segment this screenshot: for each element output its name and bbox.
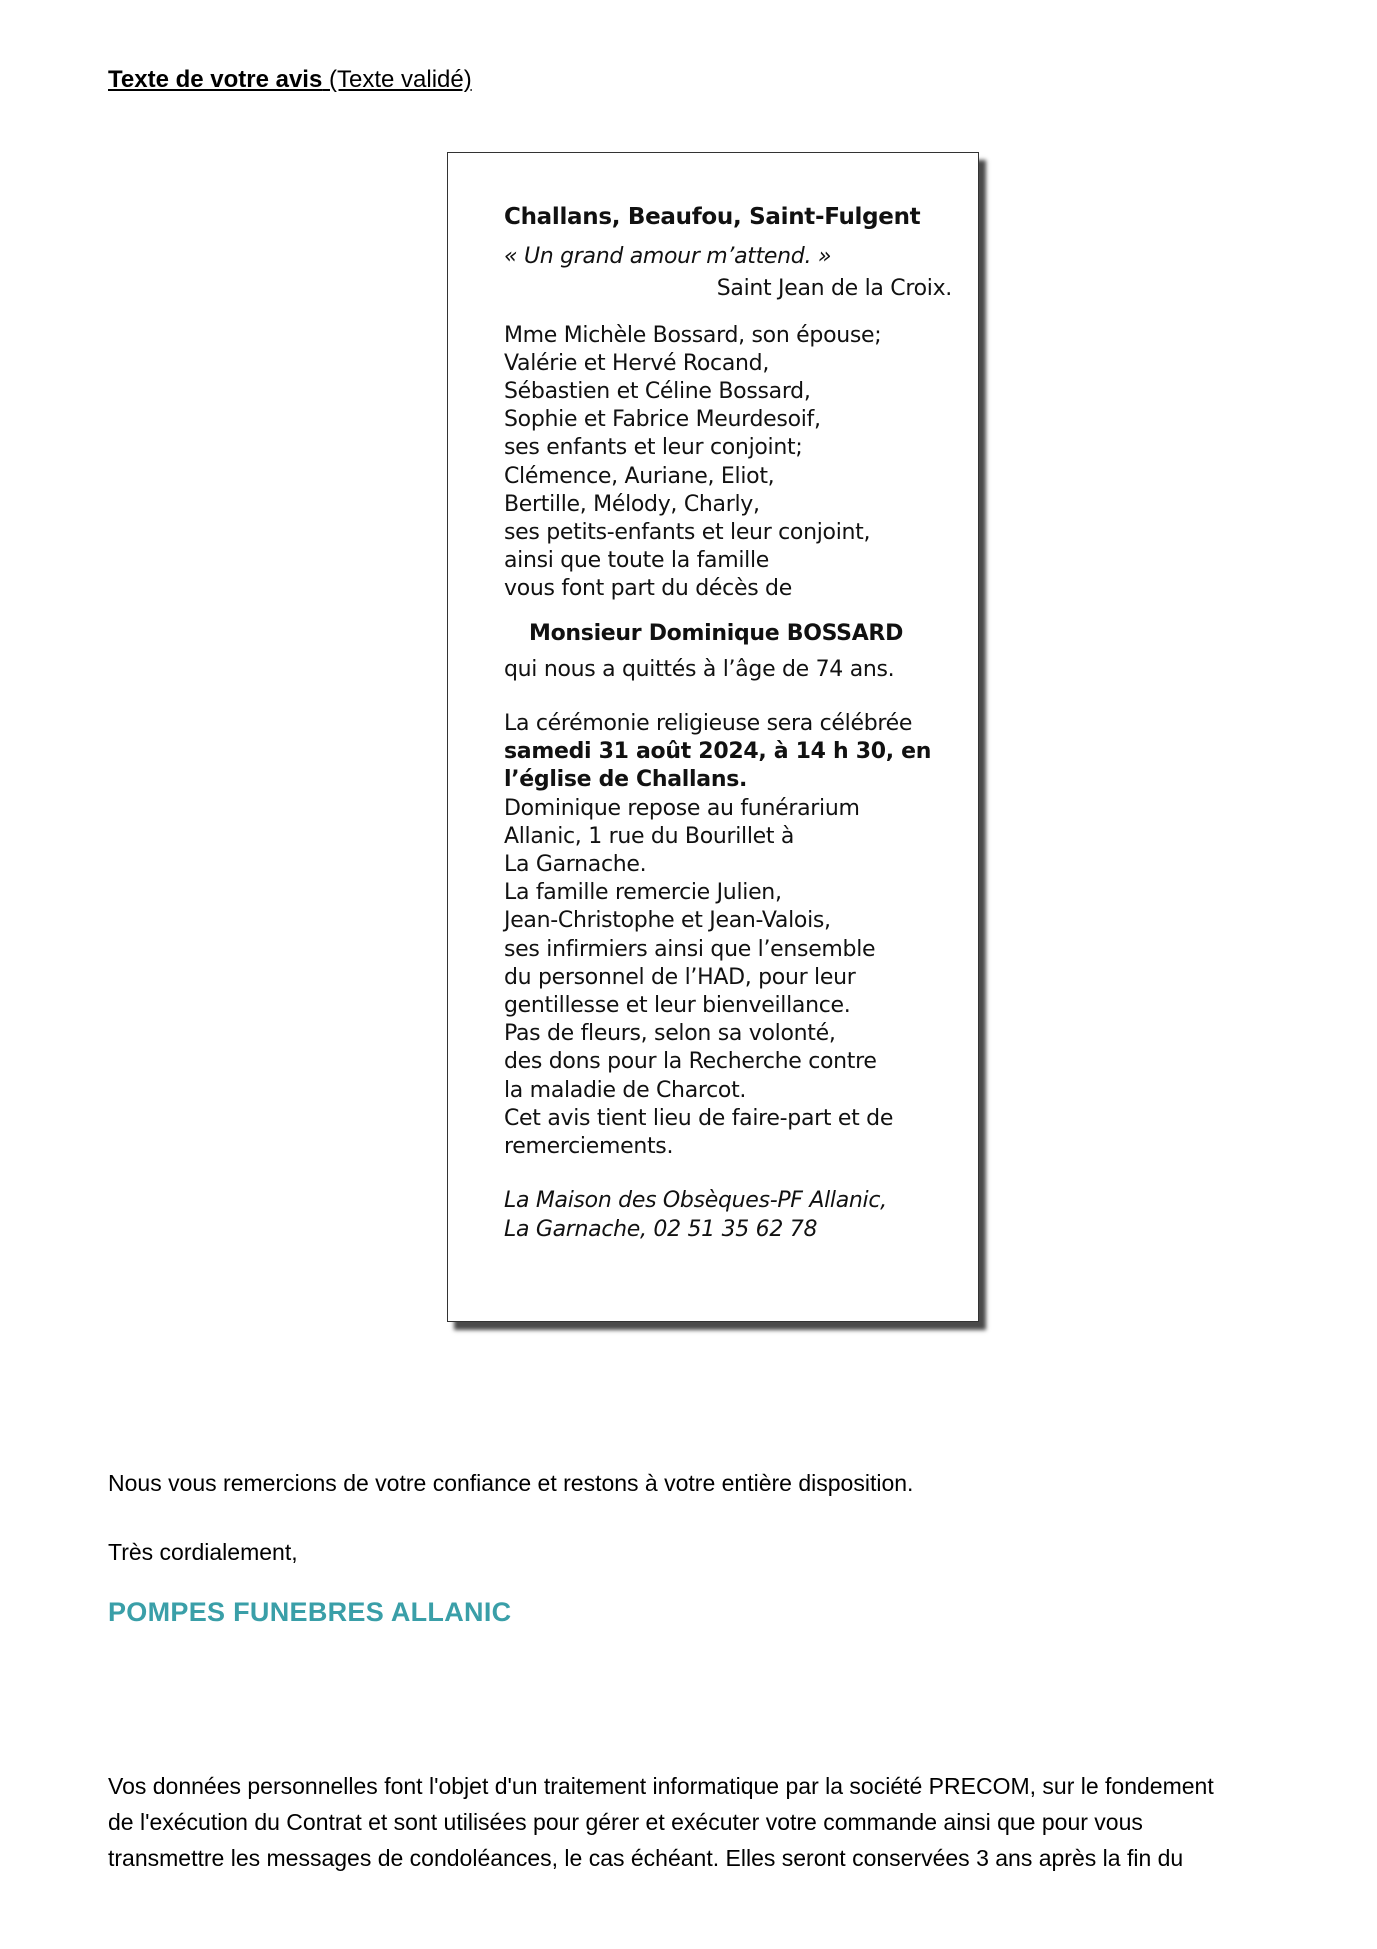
detail-line: du personnel de l’HAD, pour leur xyxy=(504,964,856,990)
deceased-name: Monsieur Dominique BOSSARD xyxy=(529,620,904,646)
family-line: vous font part du décès de xyxy=(504,576,792,602)
funeral-home-line: La Garnache, 02 51 35 62 78 xyxy=(504,1216,818,1242)
privacy-line: de l'exécution du Contrat et sont utilisées pour gérer et exécuter votre commande ainsi que pour vous xyxy=(108,1809,1143,1835)
detail-line: Jean-Christophe et Jean-Valois, xyxy=(504,908,831,934)
family-line: ainsi que toute la famille xyxy=(504,548,770,574)
detail-line: Cet avis tient lieu de faire-part et de xyxy=(504,1105,894,1131)
notice-towns: Challans, Beaufou, Saint-Fulgent xyxy=(504,204,921,230)
funeral-home-signature xyxy=(504,1187,944,1243)
header-title: Texte de votre avis xyxy=(108,66,323,93)
funeral-home-line: La Maison des Obsèques-PF Allanic, xyxy=(504,1188,887,1214)
family-list xyxy=(504,322,944,604)
detail-line: des dons pour la Recherche contre xyxy=(504,1049,877,1075)
detail-line: remerciements. xyxy=(504,1134,674,1160)
detail-line: La famille remercie Julien, xyxy=(504,880,782,906)
obituary-notice-box xyxy=(447,152,979,1322)
family-line: Bertille, Mélody, Charly, xyxy=(504,491,760,517)
notice-quote: « Un grand amour m’attend. » xyxy=(504,244,832,270)
detail-line: Dominique repose au funérarium xyxy=(504,795,860,821)
family-line: Sophie et Fabrice Meurdesoif, xyxy=(504,407,821,433)
detail-line: Pas de fleurs, selon sa volonté, xyxy=(504,1021,836,1047)
ceremony-line: La cérémonie religieuse sera célébrée xyxy=(504,711,913,737)
thanks-text: Nous vous remercions de votre confiance et restons à votre entière disposition. xyxy=(108,1470,914,1496)
age-line: qui nous a quittés à l’âge de 74 ans. xyxy=(504,656,895,682)
ceremony-place: l’église de Challans. xyxy=(504,767,748,793)
family-line: ses petits-enfants et leur conjoint, xyxy=(504,520,871,546)
detail-line: ses infirmiers ainsi que l’ensemble xyxy=(504,936,876,962)
notice-quote-author: Saint Jean de la Croix. xyxy=(716,276,952,302)
detail-line: la maladie de Charcot. xyxy=(504,1077,747,1103)
detail-line: Allanic, 1 rue du Bourillet à xyxy=(504,823,795,849)
privacy-notice xyxy=(108,1768,1328,1876)
family-line: Valérie et Hervé Rocand, xyxy=(504,350,770,376)
family-line: ses enfants et leur conjoint; xyxy=(504,435,803,461)
privacy-line: Vos données personnelles font l'objet d'un traitement informatique par la société PRECOM, sur le fondement xyxy=(108,1773,1214,1799)
ceremony-details xyxy=(504,710,944,1161)
family-line: Sébastien et Céline Bossard, xyxy=(504,379,811,405)
page-header xyxy=(108,66,472,94)
header-status: (Texte validé) xyxy=(322,66,472,93)
privacy-line: transmettre les messages de condoléances, le cas échéant. Elles seront conservées 3 ans après la fin du xyxy=(108,1845,1184,1871)
detail-line: gentillesse et leur bienveillance. xyxy=(504,993,851,1019)
family-line: Mme Michèle Bossard, son épouse; xyxy=(504,322,882,348)
regards-text: Très cordialement, xyxy=(108,1539,298,1565)
obituary-notice-text xyxy=(504,203,952,1244)
ceremony-date: samedi 31 août 2024, à 14 h 30, en xyxy=(504,739,932,765)
family-line: Clémence, Auriane, Eliot, xyxy=(504,463,775,489)
detail-line: La Garnache. xyxy=(504,852,647,878)
company-name: POMPES FUNEBRES ALLANIC xyxy=(108,1597,512,1627)
